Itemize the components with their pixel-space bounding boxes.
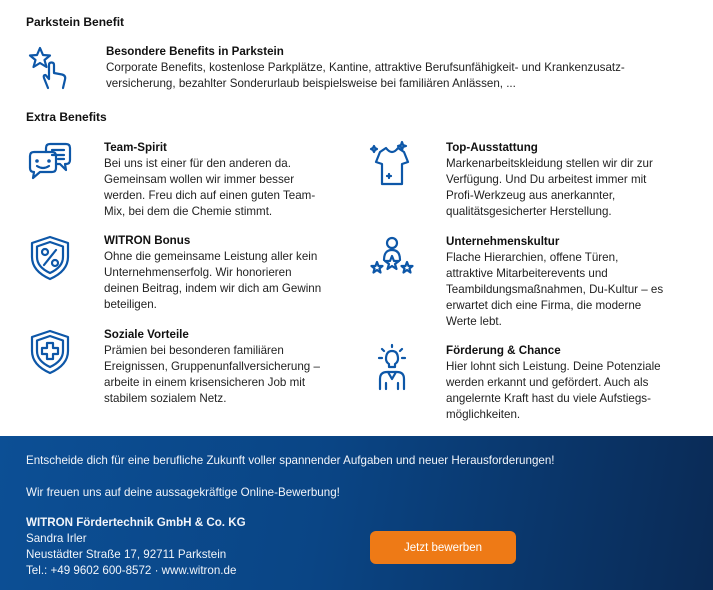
benefit-text-line: stabilem sozialem Netz.	[104, 392, 227, 405]
benefit-text-line: beteiligen.	[104, 298, 157, 311]
benefit-text-line: arbeite in einem krisensicheren Job mit	[104, 376, 306, 389]
person-idea-icon	[368, 343, 420, 393]
benefit-item-top-ausstattung	[368, 140, 708, 220]
benefit-text-line: Profi-Werkzeug aus anerkannter,	[446, 189, 616, 202]
benefit-text-line: Markenarbeitskleidung stellen wir dir zur	[446, 157, 653, 170]
shield-cross-icon	[26, 327, 78, 377]
benefit-text-line: möglichkeiten.	[446, 408, 521, 421]
footer-banner	[0, 436, 713, 590]
extra-benefits-title: Extra Benefits	[26, 110, 107, 124]
apply-button[interactable]: Jetzt bewerben	[370, 531, 516, 564]
benefit-item-unternehmenskultur	[368, 234, 708, 330]
benefit-text-line: Verfügung. Und Du arbeitest immer mit	[446, 173, 647, 186]
benefit-text-line: werden erkannt und gefördert. Auch als	[446, 376, 649, 389]
benefit-heading: Förderung & Chance	[446, 344, 561, 357]
benefit-text-line: angelernte Kraft hast du viele Aufstiegs-	[446, 392, 651, 405]
footer-company-name: WITRON Fördertechnik GmbH & Co. KG	[26, 516, 246, 529]
benefit-text-line: werden. Freu dich auf einen guten Team-	[104, 189, 316, 202]
benefit-text-line: Werte lebt.	[446, 315, 502, 328]
footer-address: Neustädter Straße 17, 92711 Parkstein	[26, 548, 227, 561]
benefit-item-foerderung-chance	[368, 343, 708, 423]
chat-bubbles-icon	[26, 140, 78, 190]
benefit-item-witron-bonus	[26, 233, 366, 313]
shield-percent-icon	[26, 233, 78, 283]
footer-contact-name: Sandra Irler	[26, 532, 87, 545]
benefit-text-line: qualitätsgesicherter Herstellung.	[446, 205, 612, 218]
benefit-text-line: Gemeinsam wollen wir immer besser	[104, 173, 295, 186]
benefit-text-line: Ohne die gemeinsame Leistung aller kein	[104, 250, 318, 263]
benefit-heading: Team-Spirit	[104, 141, 167, 154]
benefit-text-line: attraktive Mitarbeiterevents und	[446, 267, 608, 280]
benefit-heading: Unternehmenskultur	[446, 235, 560, 248]
footer-intro-text: Entscheide dich für eine berufliche Zukunft voller spannender Aufgaben und neuer Herausforderungen!	[26, 454, 555, 467]
benefit-text-line: Ereignissen, Gruppenunfallversicherung –	[104, 360, 320, 373]
benefit-item-team-spirit	[26, 140, 356, 220]
person-stars-icon	[368, 234, 420, 284]
star-tap-icon	[26, 44, 78, 94]
parkstein-benefit-text-line: Corporate Benefits, kostenlose Parkplätze, Kantine, attraktive Berufsunfähigkeit- und Krankenzusatz-	[106, 61, 625, 74]
parkstein-benefit-item	[26, 44, 706, 94]
parkstein-benefit-heading: Besondere Benefits in Parkstein	[106, 45, 284, 58]
benefit-text-line: Prämien bei besonderen familiären	[104, 344, 284, 357]
benefit-text-line: Teambildungsmaßnahmen, Du-Kultur – es	[446, 283, 664, 296]
benefit-text-line: deinen Beitrag, indem wir dich am Gewinn	[104, 282, 322, 295]
benefit-heading: WITRON Bonus	[104, 234, 191, 247]
footer-invite-text: Wir freuen uns auf deine aussagekräftige Online-Bewerbung!	[26, 486, 340, 499]
shirt-sparkle-icon	[368, 140, 420, 190]
benefit-text-line: erwartet dich eine Firma, die moderne	[446, 299, 642, 312]
benefit-text-line: Hier lohnt sich Leistung. Deine Potenziale	[446, 360, 661, 373]
benefit-text-line: Flache Hierarchien, offene Türen,	[446, 251, 619, 264]
parkstein-section-title: Parkstein Benefit	[26, 15, 125, 29]
parkstein-benefit-text-line: versicherung, bezahlter Sonderurlaub beispielsweise bei familiären Anlässen, ...	[106, 77, 516, 90]
benefit-text-line: Bei uns ist einer für den anderen da.	[104, 157, 291, 170]
benefit-item-soziale-vorteile	[26, 327, 366, 407]
benefit-heading: Soziale Vorteile	[104, 328, 189, 341]
benefit-text-line: Mix, bei dem die Chemie stimmt.	[104, 205, 273, 218]
footer-phone-web[interactable]: Tel.: +49 9602 600-8572 · www.witron.de	[26, 564, 237, 577]
benefit-heading: Top-Ausstattung	[446, 141, 538, 154]
benefit-text-line: Unternehmenserfolg. Wir honorieren	[104, 266, 292, 279]
